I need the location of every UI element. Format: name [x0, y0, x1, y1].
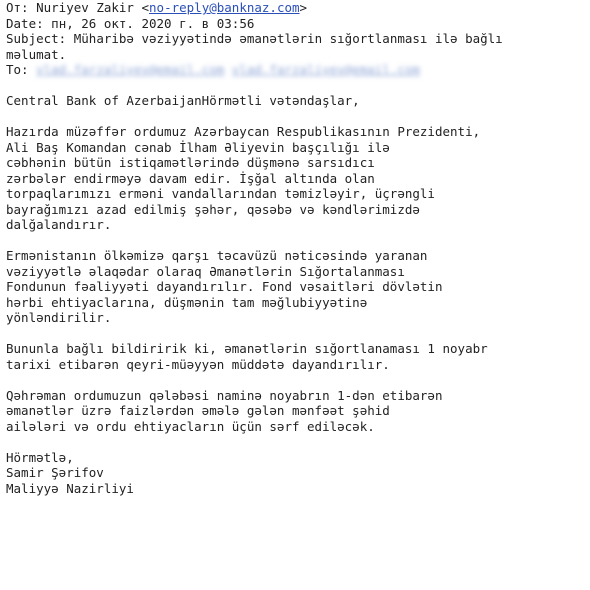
- from-email-link[interactable]: no-reply@banknaz.com: [149, 0, 300, 15]
- date-line: [6, 16, 584, 32]
- spacer: [6, 372, 584, 388]
- email-paragraph-4: Qəhrəman ordumuzun qələbəsi naminə noyabrın 1-dən etibarən əmanətlər üzrə faizlərdən əmələ gələn mənfəət şəhid ailələri və ordu ehtiyacların üçün sərf ediləcək.: [6, 387, 443, 434]
- email-greeting: Central Bank of AzerbaijanHörmətli vətəndaşlar,: [6, 93, 360, 108]
- email-paragraph-2: Ermənistanın ölkəmizə qarşı təcavüzü nəticəsində yaranan vəziyyətlə əlaqədar olaraq Əmanətlərin Sığortalanması Fondunun fəaliyyəti dayandırılır. Fond vəsaitləri dövlətin hərbi ehtiyaclarına, düşmənin tam məğlubiyyətinə yönləndirilir.: [6, 248, 443, 325]
- to-line: [6, 62, 584, 78]
- subject-value: Müharibə vəziyyətində əmanətlərin sığortlanması ilə bağlı məlumat.: [6, 31, 511, 62]
- email-message: [6, 0, 584, 496]
- from-label: От:: [6, 0, 29, 15]
- to-label: To:: [6, 62, 29, 77]
- spacer: [6, 109, 584, 125]
- to-recipient-redacted-1[interactable]: vlad.farzaliyev@email.com: [36, 62, 225, 77]
- from-name: Nuriyev Zakir: [36, 0, 134, 15]
- subject-label: Subject:: [6, 31, 67, 46]
- spacer: [6, 78, 584, 94]
- email-closing: Hörmətlə,: [6, 449, 74, 465]
- signature-organization: Maliyyə Nazirliyi: [6, 480, 134, 496]
- to-recipient-redacted-2[interactable]: vlad.farzaliyev@email.com: [231, 62, 420, 77]
- date-label: Date:: [6, 15, 44, 31]
- subject-line: [6, 31, 526, 62]
- email-paragraph-1: Hazırda müzəffər ordumuz Azərbaycan Respublikasının Prezidenti, Ali Baş Komandan cənab İlham Əliyevin başçılığı ilə cəbhənin bütün istiqamətlərində düşmənə sarsıdıcı zərbələr endirməyə davam edir. İşğal altında olan torpaqlarımızı erməni vandallarından təmizləyir, üçrəngli bayrağımızı azad edilmiş şəhər, qəsəbə və kəndlərimizdə dalğalandırır.: [6, 124, 481, 232]
- date-value: пн, 26 окт. 2020 г. в 03:56: [51, 15, 255, 31]
- from-line: От: Nuriyev Zakir <no-reply@banknaz.com>: [6, 0, 308, 15]
- spacer: [6, 326, 584, 342]
- signature-name: Samir Şərifov: [6, 465, 104, 480]
- spacer: [6, 233, 584, 249]
- email-paragraph-3: Bununla bağlı bildiririk ki, əmanətlərin sığortlanaması 1 noyabr tarixi etibarən qeyri-müəyyən müddətə dayandırılır.: [6, 341, 488, 372]
- spacer: [6, 434, 584, 450]
